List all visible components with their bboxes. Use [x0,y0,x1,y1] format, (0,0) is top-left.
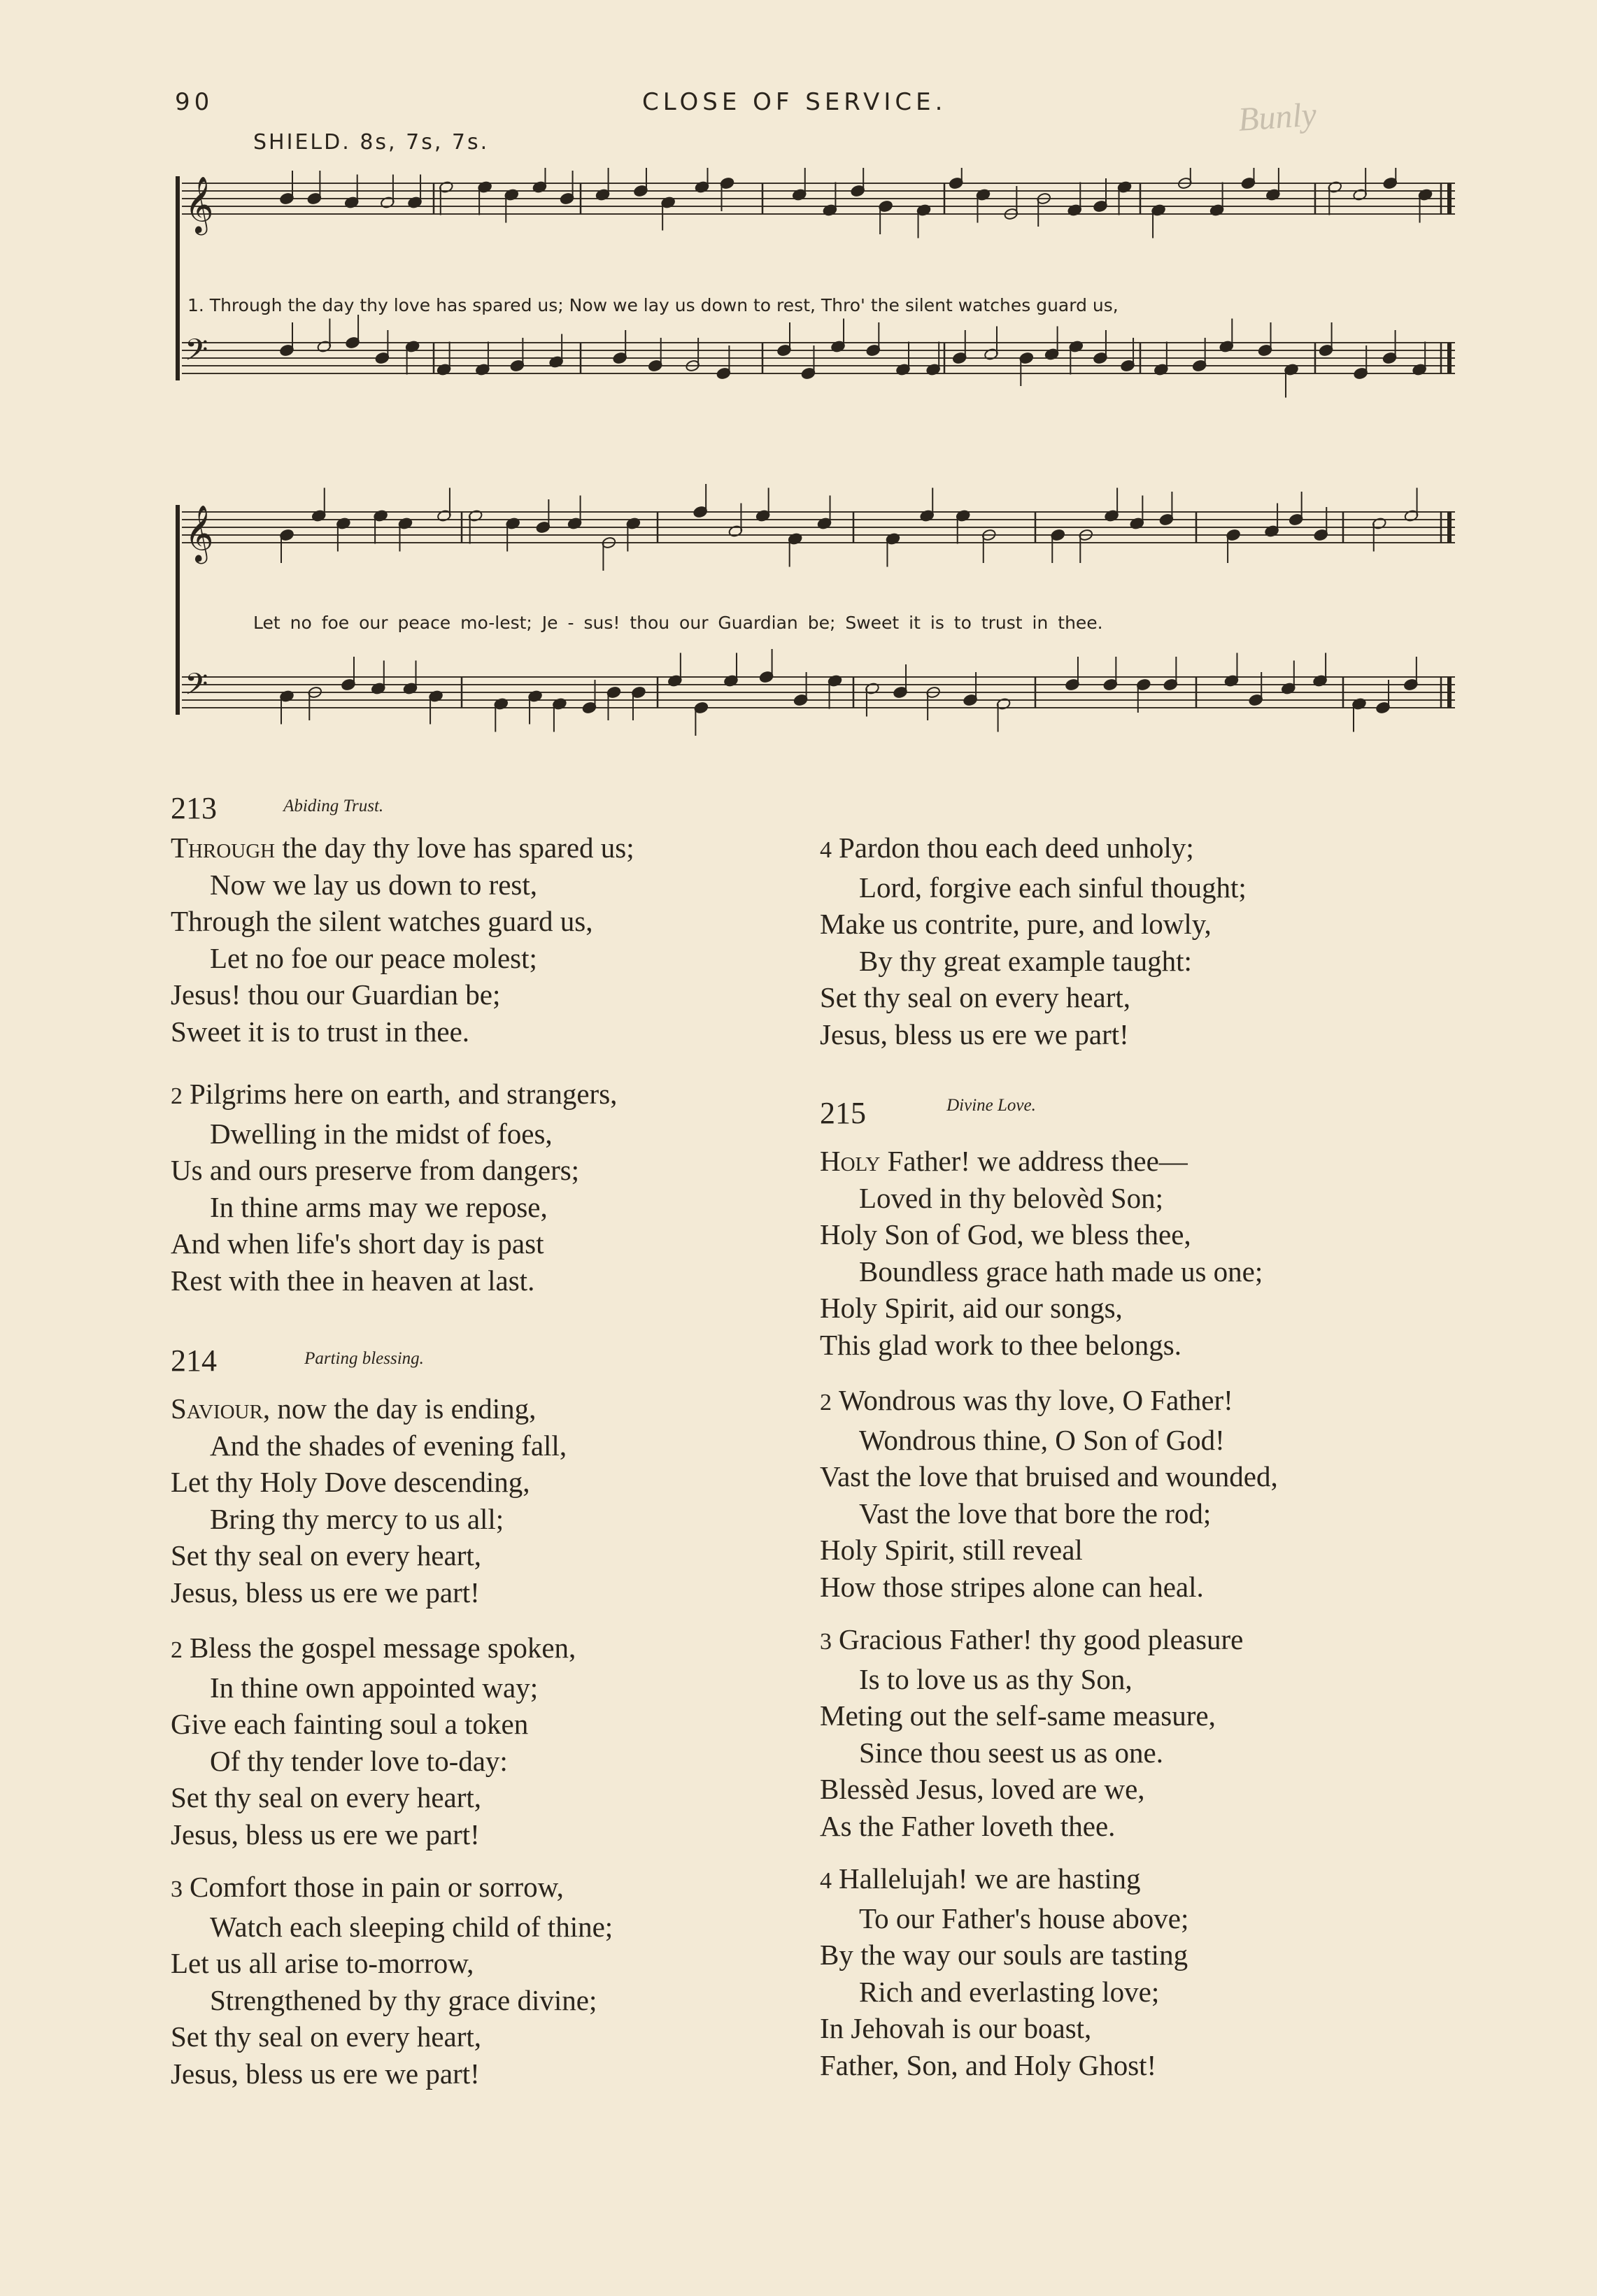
verse-line: And the shades of evening fall, [210,1429,567,1462]
hymn-213-verse-1 [171,829,634,1050]
hymn-number: 214 [171,1343,217,1378]
verse-line: Bring thy mercy to us all; [210,1502,504,1535]
verse-line: Hallelujah! we are hasting [839,1862,1141,1895]
verse-line: Set thy seal on every heart, [171,1781,482,1813]
verse-line: Boundless grace hath made us one; [859,1255,1263,1288]
verse-line: Give each fainting soul a token [171,1708,529,1740]
verse-line: Pilgrims here on earth, and strangers, [190,1078,618,1110]
verse-line: In Jehovah is our boast, [820,2012,1092,2044]
verse-line: Is to love us as thy Son, [859,1662,1133,1695]
verse-number: 3 [820,1629,832,1655]
hymn-214-verse-3 [171,1869,613,2092]
verse-line: Holy Spirit, aid our songs, [820,1292,1123,1324]
tune-title: SHIELD. [253,130,351,155]
verse-line: In thine own appointed way; [210,1671,539,1704]
bass-clef-icon: 𝄢 [185,667,208,709]
verse-line: Jesus, bless us ere we part! [171,1576,480,1609]
hymn-title: Divine Love. [946,1096,1036,1115]
verse-line: Jesus, bless us ere we part! [171,1818,480,1851]
verse-line: Jesus, bless us ere we part! [820,1018,1129,1050]
tune-name [253,130,489,155]
verse-line: Let no foe our peace molest; [210,941,537,974]
pencil-annotation: Bunly [1237,96,1318,138]
hymn-number: 215 [820,1096,866,1130]
verse-number: 2 [171,1637,183,1663]
running-head: CLOSE OF SERVICE. [642,88,947,116]
verse-line: the day thy love has spared us; [282,832,634,864]
hymn-215-verse-1 [820,1143,1263,1363]
hymn-215-verse-4 [820,1860,1188,2083]
verse-line: Gracious Father! thy good pleasure [839,1623,1244,1655]
verse-line: Holy Son of God, we bless thee, [820,1218,1191,1250]
verse-line: As the Father loveth thee. [820,1809,1116,1842]
first-word: Through [171,832,276,864]
hymn-213 [171,790,383,826]
verse-line: Holy Spirit, still reveal [820,1534,1083,1566]
verse-line: Wondrous thine, O Son of God! [859,1423,1225,1456]
verse-line: Jesus! thou our Guardian be; [171,978,501,1011]
verse-line: Make us contrite, pure, and lowly, [820,908,1212,940]
verse-line: Wondrous was thy love, O Father! [839,1384,1233,1416]
verse-line: Vast the love that bore the rod; [859,1497,1212,1530]
verse-line: Strengthened by thy grace divine; [210,1983,597,2016]
hymn-title: Abiding Trust. [283,797,384,815]
treble-clef-icon: 𝄞 [185,504,214,562]
verse-line: Set thy seal on every heart, [820,981,1131,1013]
verse-line: In thine arms may we repose, [210,1190,548,1223]
verse-line: Let us all arise to-morrow, [171,1947,474,1979]
verse-number: 2 [820,1390,832,1416]
verse-number: 3 [171,1876,183,1902]
verse-line: Dwelling in the midst of foes, [210,1117,553,1150]
tune-lyrics-line-2: Let no foe our peace mo-lest; Je - sus! thou our Guardian be; Sweet it is to trust in thee. [253,613,1103,633]
verse-number: 4 [820,1868,832,1894]
hymn-214-verse-4 [820,829,1247,1053]
verse-line: By thy great example taught: [859,944,1192,977]
verse-line: Sweet it is to trust in thee. [171,1015,470,1048]
verse-line: Father! we address thee— [887,1145,1188,1177]
verse-line: Loved in thy belovèd Son; [859,1181,1164,1214]
verse-number: 4 [820,837,832,863]
hymn-213-verse-2 [171,1076,617,1299]
hymn-215-verse-2 [820,1382,1278,1605]
verse-line: Rich and everlasting love; [859,1975,1160,2008]
bass-clef-icon: 𝄢 [185,333,208,375]
verse-line: Meting out the self-same measure, [820,1699,1216,1732]
verse-line: Bless the gospel message spoken, [190,1632,576,1664]
hymn-title: Parting blessing. [304,1349,424,1368]
hymn-214-verse-1 [171,1390,567,1611]
verse-line: Let thy Holy Dove descending, [171,1466,530,1498]
tune-meter: 8s, 7s, 7s. [360,130,490,155]
verse-line: To our Father's house above; [859,1902,1189,1934]
verse-line: Now we lay us down to rest, [210,868,538,901]
verse-line: Since thou seest us as one. [859,1736,1163,1769]
verse-line: Jesus, bless us ere we part! [171,2057,480,2090]
verse-line: now the day is ending, [277,1392,537,1425]
verse-line: Rest with thee in heaven at last. [171,1264,535,1297]
hymn-215-verse-3 [820,1621,1243,1844]
hymn-214 [171,1343,424,1378]
verse-line: Of thy tender love to-day: [210,1744,508,1777]
page-number: 90 [175,88,214,116]
verse-line: Us and ours preserve from dangers; [171,1154,580,1186]
treble-clef-icon: 𝄞 [185,176,214,233]
verse-line: How those stripes alone can heal. [820,1570,1204,1603]
verse-line: Father, Son, and Holy Ghost! [820,2048,1157,2081]
verse-line: And when life's short day is past [171,1227,544,1260]
verse-number: 2 [171,1083,183,1109]
verse-line: Set thy seal on every heart, [171,1539,482,1571]
verse-line: Through the silent watches guard us, [171,905,593,937]
first-word: Saviour, [171,1392,271,1425]
hymn-215 [820,1095,1036,1131]
verse-line: Set thy seal on every heart, [171,2020,482,2053]
tune-lyrics-line-1: 1. Through the day thy love has spared us; Now we lay us down to rest, Thro' the silent watches guard us, [187,295,1119,315]
verse-line: This glad work to thee belongs. [820,1328,1181,1361]
verse-line: Pardon thou each deed unholy; [839,832,1194,864]
hymn-214-verse-2 [171,1630,576,1853]
verse-line: Comfort those in pain or sorrow, [190,1871,564,1903]
verse-line: Watch each sleeping child of thine; [210,1910,613,1943]
verse-line: Lord, forgive each sinful thought; [859,871,1247,904]
hymn-number: 213 [171,791,217,825]
verse-line: By the way our souls are tasting [820,1939,1188,1971]
verse-line: Blessèd Jesus, loved are we, [820,1773,1145,1805]
first-word: Holy [820,1145,881,1177]
verse-line: Vast the love that bruised and wounded, [820,1460,1278,1492]
